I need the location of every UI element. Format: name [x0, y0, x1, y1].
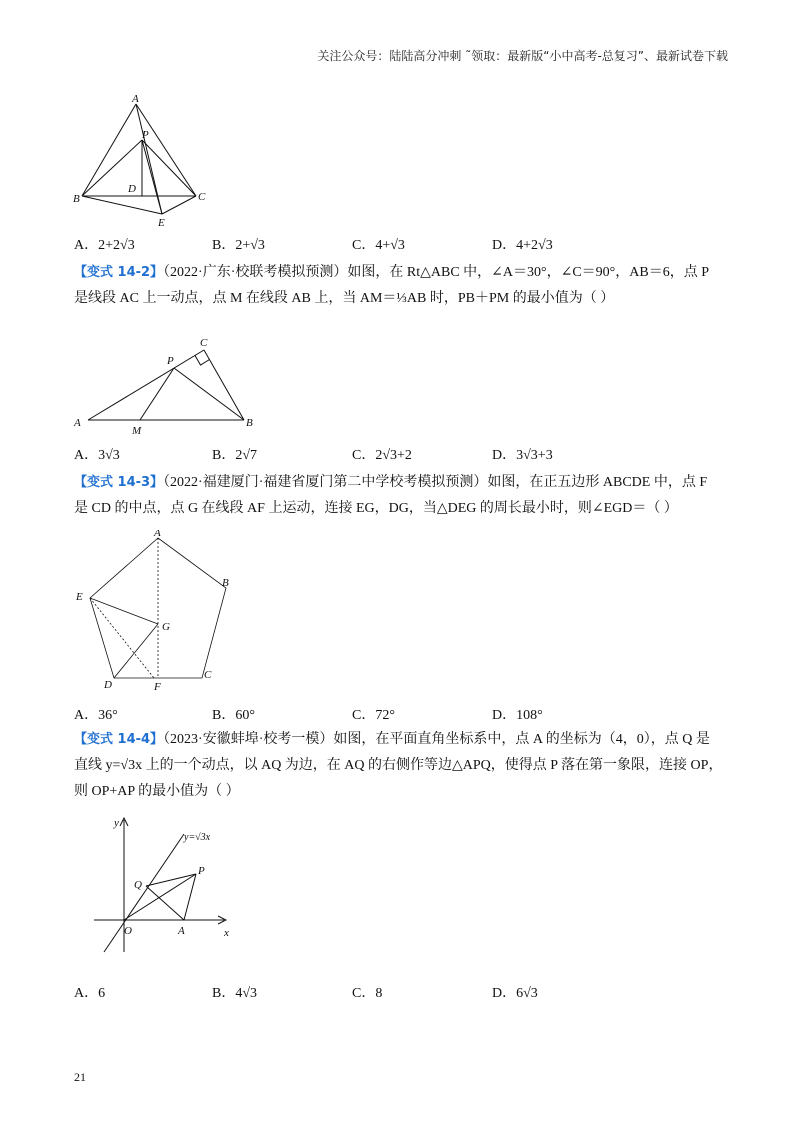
q2-line2: 是线段 AC 上一动点，点 M 在线段 AB 上，当 AM＝⅓AB 时，PB＋PM 的最小值为（ ） — [74, 291, 615, 306]
label-E: E — [76, 591, 83, 603]
q4-text — [74, 727, 734, 805]
label-M: M — [132, 425, 142, 437]
option-d[interactable]: D．3√3+3 — [492, 448, 553, 463]
q3-line2: 是 CD 的中点，点 G 在线段 AF 上运动，连接 EG，DG，当△DEG 的周长最小时，则∠EGD＝（ ） — [74, 501, 678, 516]
label-F: F — [154, 681, 161, 693]
option-c[interactable]: C．4+√3 — [352, 238, 405, 253]
label-A: A — [74, 417, 81, 429]
label-B: B — [222, 577, 229, 589]
label-G: G — [162, 621, 170, 633]
label-C: C — [204, 669, 212, 681]
option-a[interactable]: A．6 — [74, 986, 106, 1001]
label-E: E — [158, 217, 165, 229]
label-B: B — [73, 193, 80, 205]
q3-options — [74, 704, 734, 726]
label-O: O — [124, 925, 132, 937]
q3-line1: （2022·福建厦门·福建省厦门第二中学校考模拟预测）如图，在正五边形 ABCDE 中，点 F — [163, 475, 708, 490]
page-header: 关注公众号：陆陆高分冲刺 ˜领取：最新版“小中高考-总复习”、最新试卷下载 — [317, 49, 728, 63]
q4-line3: 则 OP+AP 的最小值为（ ） — [74, 784, 240, 799]
option-d[interactable]: D．108° — [492, 708, 543, 723]
q4-line1: （2023·安徽蚌埠·校考一模）如图，在平面直角坐标系中，点 A 的坐标为（4，0），点 Q 是 — [163, 732, 710, 747]
q2-options — [74, 444, 734, 466]
figure-coordinate — [84, 812, 244, 960]
option-b[interactable]: B．2+√3 — [212, 238, 265, 253]
label-P: P — [167, 355, 174, 367]
option-b[interactable]: B．4√3 — [212, 986, 258, 1001]
option-a[interactable]: A．3√3 — [74, 448, 120, 463]
q1-options — [74, 234, 734, 256]
option-c[interactable]: C．8 — [352, 986, 383, 1001]
line-equation-label: y=√3x — [184, 832, 211, 843]
q2-text — [74, 260, 734, 312]
q2-tag: 【变式 14-2】 — [74, 265, 164, 280]
label-x: x — [224, 927, 229, 939]
option-d[interactable]: D．4+2√3 — [492, 238, 553, 253]
q3-tag: 【变式 14-3】 — [74, 475, 164, 490]
label-A: A — [132, 93, 139, 105]
option-b[interactable]: B．60° — [212, 708, 255, 723]
q4-tag: 【变式 14-4】 — [74, 732, 164, 747]
option-b[interactable]: B．2√7 — [212, 448, 258, 463]
option-d[interactable]: D．6√3 — [492, 986, 538, 1001]
label-D: D — [104, 679, 112, 691]
q3-text — [74, 470, 734, 522]
q4-options — [74, 982, 734, 1004]
option-c[interactable]: C．2√3+2 — [352, 448, 412, 463]
label-P: P — [198, 865, 205, 877]
label-D: D — [128, 183, 136, 195]
q2-line1: （2022·广东·校联考模拟预测）如图，在 Rt△ABC 中，∠A＝30°，∠C＝90°，AB＝6，点 P — [163, 265, 710, 280]
label-y: y — [114, 817, 119, 829]
figure-right-triangle — [70, 332, 270, 440]
option-c[interactable]: C．72° — [352, 708, 395, 723]
label-A: A — [178, 925, 185, 937]
option-a[interactable]: A．2+2√3 — [74, 238, 135, 253]
label-P: P — [142, 129, 149, 141]
label-A: A — [154, 530, 161, 539]
page-number: 21 — [74, 1070, 86, 1084]
label-B: B — [246, 417, 253, 429]
figure-tetrahedron — [70, 92, 220, 230]
option-a[interactable]: A．36° — [74, 708, 118, 723]
figure-pentagon — [70, 530, 230, 694]
label-C: C — [200, 337, 208, 349]
label-C: C — [198, 191, 206, 203]
q4-line2: 直线 y=√3x 上的一个动点，以 AQ 为边，在 AQ 的右侧作等边△APQ，使得点 P 落在第一象限，连接 OP， — [74, 758, 723, 773]
label-Q: Q — [134, 879, 142, 891]
